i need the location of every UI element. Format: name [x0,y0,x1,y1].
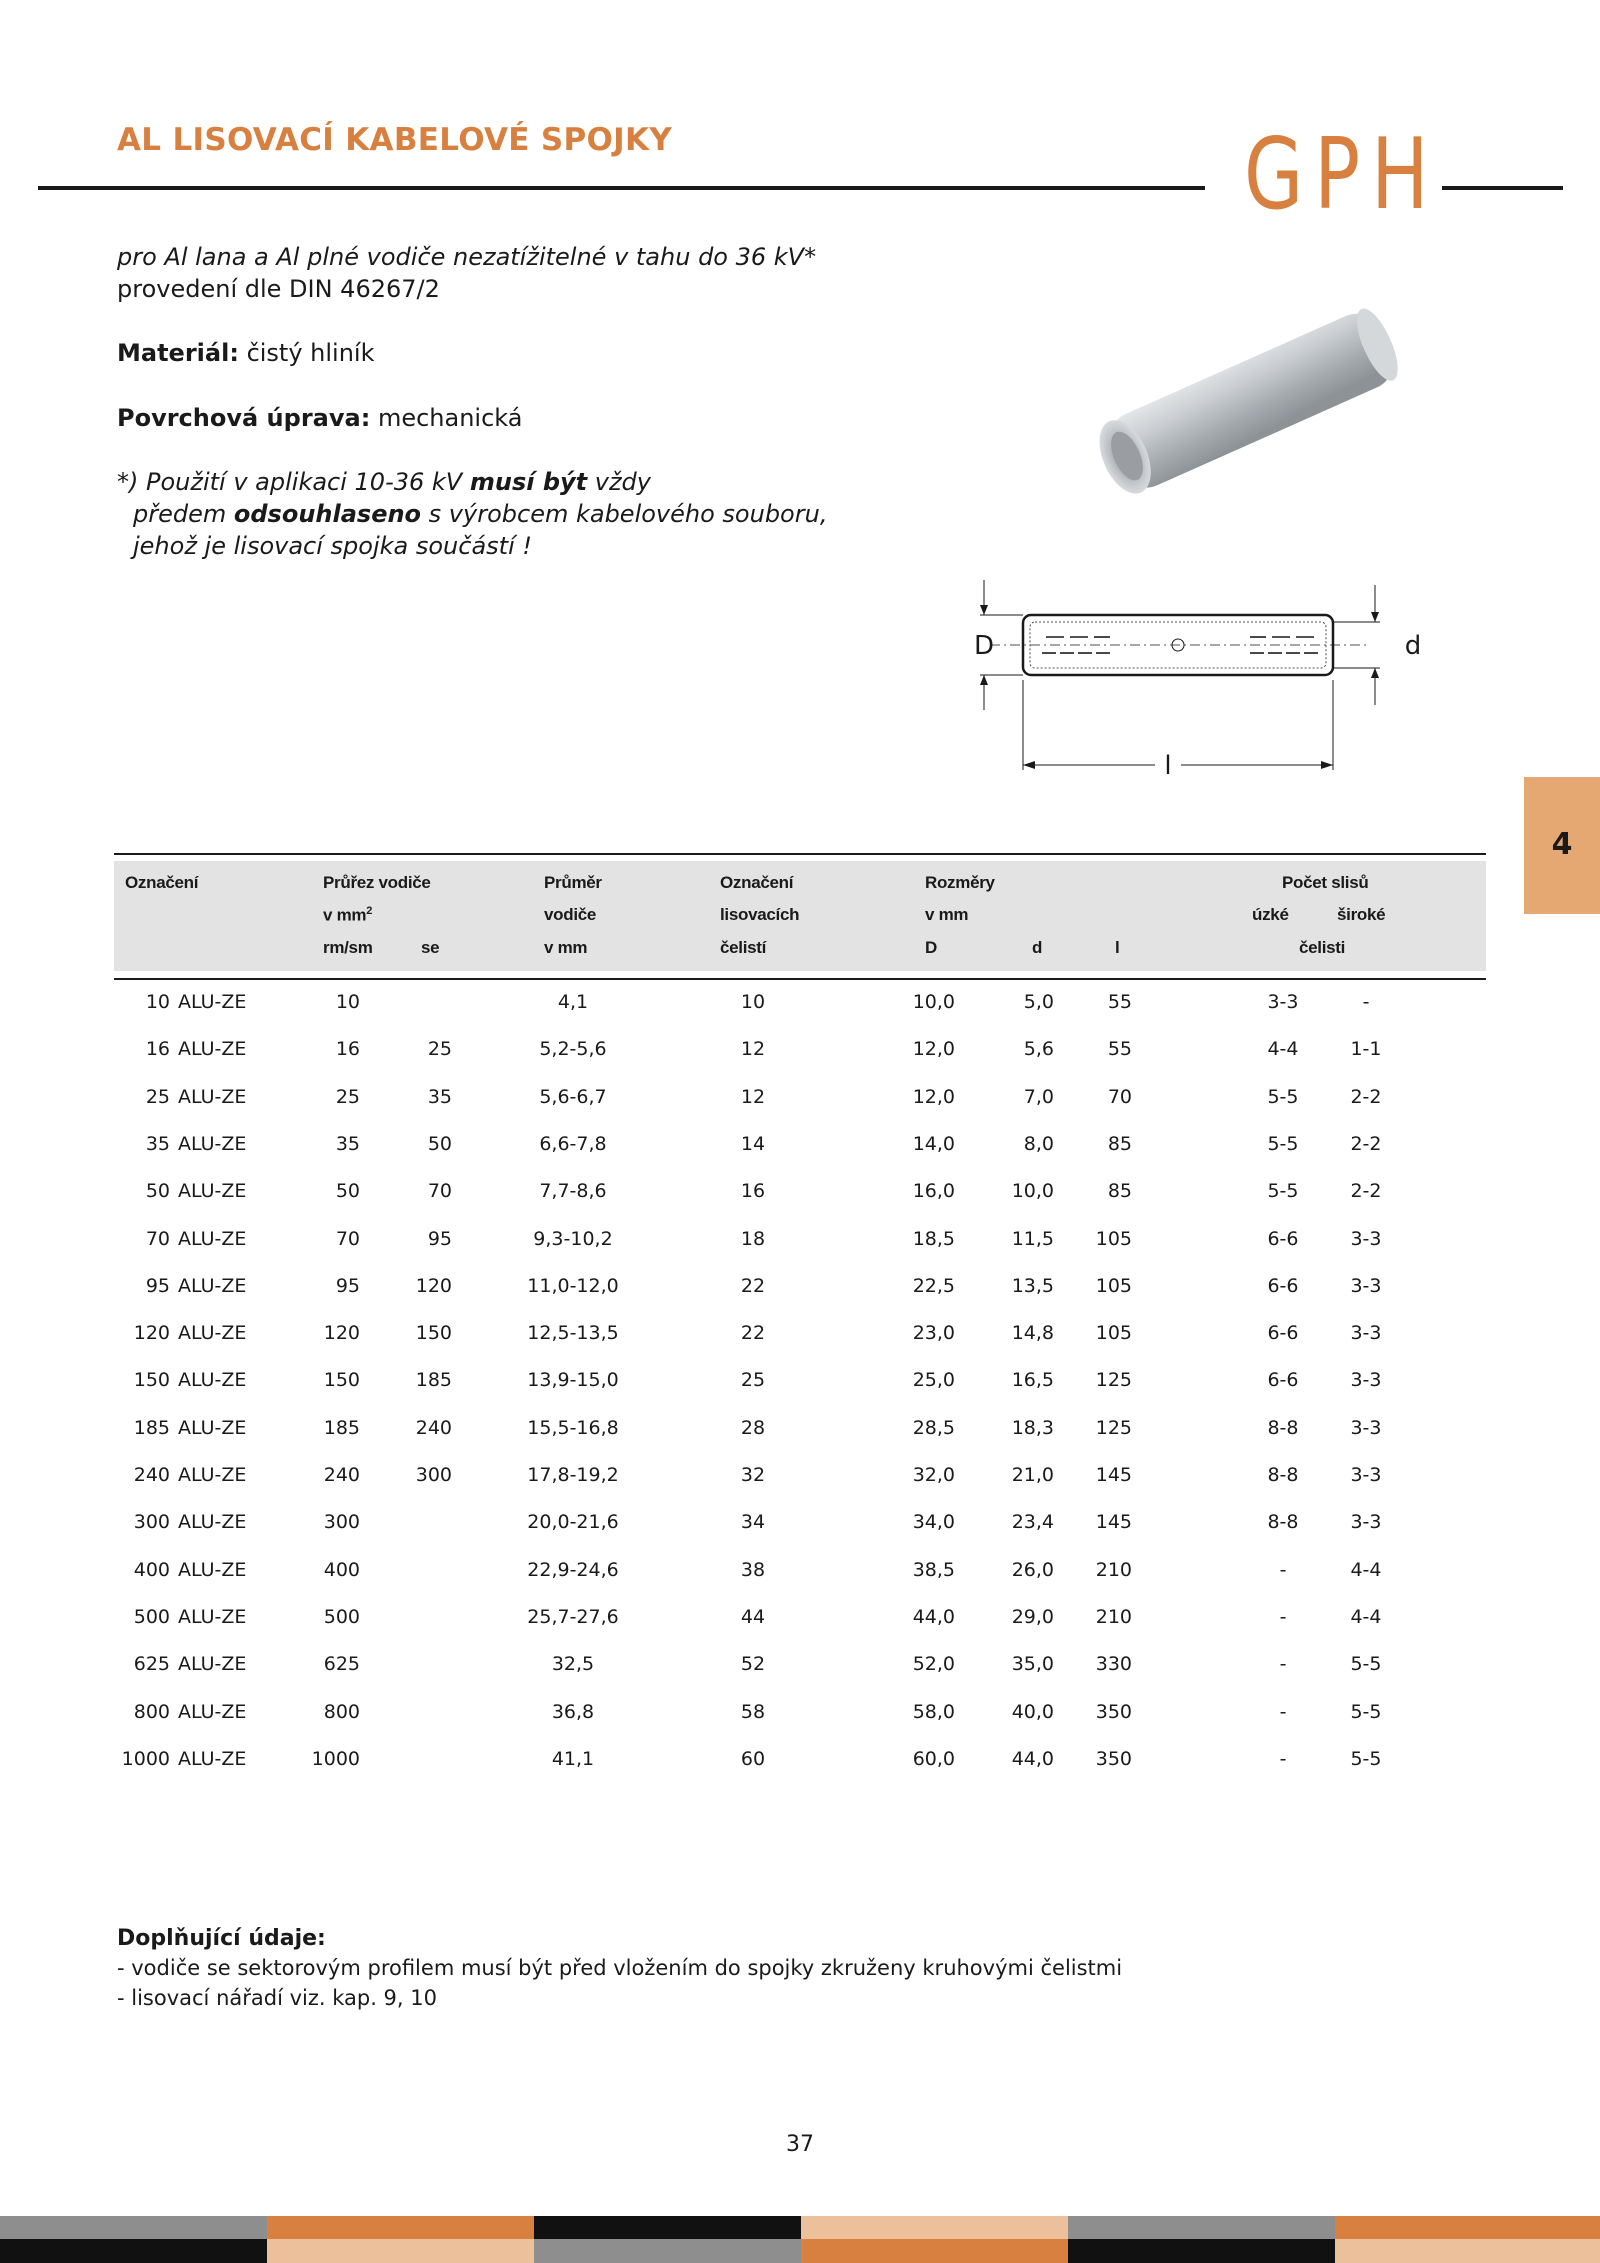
cell-die: 16 [740,1180,766,1203]
cell-l: 330 [1095,1653,1132,1676]
cell-die: 22 [740,1274,766,1297]
cell-die: 60 [740,1747,766,1770]
cell-die: 28 [740,1416,766,1439]
cell-rmsm: 10 [335,991,360,1013]
cell-narrow: 3-3 [1267,991,1299,1013]
brand-logo: GPH [1244,118,1440,232]
chapter-number: 4 [1551,827,1573,862]
th-dimensions: Rozměry [925,873,995,892]
product-photo [1070,290,1425,505]
cell-code: ALU-ZE [178,991,247,1013]
cell-die: 12 [740,1085,766,1108]
cell-D: 60,0 [912,1747,955,1770]
surface-label: Povrchová úprava: [117,404,371,432]
cell-code: ALU-ZE [178,1558,247,1581]
cell-num: 70 [145,1227,170,1250]
th-dim-d: d [1032,938,1043,957]
cell-D: 58,0 [912,1700,955,1723]
supplementary-line-1: - vodiče se sektorovým profilem musí být před vložením do spojky zkruženy kruhovými čelistmi [117,1956,1123,1980]
th-die-marking: Označení [720,873,794,892]
cell-d: 23,4 [1011,1511,1054,1534]
cell-wide: 3-3 [1350,1464,1382,1486]
table-row [0,1500,1600,1547]
cell-num: 10 [145,991,170,1013]
cell-num: 25 [145,1085,170,1108]
cell-code: ALU-ZE [178,1227,247,1250]
cell-wide: 5-5 [1350,1653,1382,1676]
cell-diam: 5,6-6,7 [539,1085,607,1108]
cell-narrow: 6-6 [1267,1322,1299,1345]
cell-l: 70 [1107,1085,1132,1108]
cell-d: 7,0 [1023,1085,1054,1108]
cell-diam: 41,1 [551,1747,595,1770]
cell-rmsm: 240 [323,1464,360,1486]
cell-se: 50 [427,1132,452,1155]
cell-die: 32 [740,1464,766,1486]
intro-standard: provedení dle DIN 46267/2 [117,275,440,303]
cell-narrow: 5-5 [1267,1132,1299,1155]
cell-code: ALU-ZE [178,1464,247,1486]
table-row [0,1217,1600,1264]
cell-wide: 3-3 [1350,1322,1382,1345]
cell-D: 14,0 [912,1132,955,1155]
cell-wide: 2-2 [1350,1085,1382,1108]
cell-diam: 22,9-24,6 [527,1558,619,1581]
cell-narrow: 5-5 [1267,1085,1299,1108]
cell-diam: 9,3-10,2 [533,1227,613,1250]
cell-l: 85 [1107,1132,1132,1155]
th-wide: široké [1337,905,1386,924]
cell-wide: 4-4 [1350,1605,1382,1628]
cell-D: 52,0 [912,1653,955,1676]
cell-se: 185 [415,1369,452,1392]
table-row [0,1406,1600,1453]
cell-rmsm: 150 [323,1369,360,1392]
cell-se: 150 [415,1322,452,1345]
cell-l: 145 [1095,1511,1132,1534]
note-line-3: jehož je lisovací spojka součástí ! [133,532,532,560]
cell-D: 18,5 [912,1227,955,1250]
cell-num: 300 [133,1511,170,1534]
cell-d: 21,0 [1011,1464,1054,1486]
cell-num: 185 [133,1416,170,1439]
cell-die: 14 [740,1132,766,1155]
cell-d: 5,6 [1023,1038,1054,1061]
page-number: 37 [786,2132,814,2157]
note-line-2: předem odsouhlaseno s výrobcem kabelového souboru, [133,500,828,528]
table-row [0,1595,1600,1642]
cell-num: 50 [145,1180,170,1203]
th-cross-section-unit: v $mm^2$ [323,905,373,925]
cell-code: ALU-ZE [178,1274,247,1297]
cell-code: ALU-ZE [178,1369,247,1392]
th-dim-D: D [925,938,937,957]
cell-narrow: - [1279,1605,1287,1628]
th-diameter: Průměr [544,873,602,892]
cell-l: 350 [1095,1700,1132,1723]
cell-num: 95 [145,1274,170,1297]
cell-die: 10 [740,991,766,1013]
cell-l: 145 [1095,1464,1132,1486]
cell-wide: 3-3 [1350,1369,1382,1392]
cell-num: 400 [133,1558,170,1581]
footer-block-bottom [1068,2239,1335,2263]
surface-line [117,402,522,434]
cell-diam: 25,7-27,6 [527,1605,619,1628]
cell-die: 44 [740,1605,766,1628]
table-row [0,1548,1600,1595]
cell-l: 350 [1095,1747,1132,1770]
cell-se: 25 [427,1038,452,1061]
cell-rmsm: 1000 [311,1747,360,1770]
cell-D: 12,0 [912,1038,955,1061]
cell-diam: 20,0-21,6 [527,1511,619,1534]
cell-wide: 4-4 [1350,1558,1382,1581]
table-top-rule [114,853,1486,855]
cell-wide: 2-2 [1350,1180,1382,1203]
cell-die: 12 [740,1038,766,1061]
table-row [0,1453,1600,1500]
cell-num: 500 [133,1605,170,1628]
cell-diam: 15,5-16,8 [527,1416,619,1439]
note-line-1: *) Použití v aplikaci 10-36 kV musí být vždy [117,468,651,496]
cell-wide: 5-5 [1350,1700,1382,1723]
cell-rmsm: 120 [323,1322,360,1345]
cell-code: ALU-ZE [178,1038,247,1061]
cell-narrow: - [1279,1653,1287,1676]
cell-wide: 3-3 [1350,1227,1382,1250]
drawing-label-D: D [973,631,995,661]
cell-d: 44,0 [1011,1747,1054,1770]
cell-num: 150 [133,1369,170,1392]
cell-code: ALU-ZE [178,1747,247,1770]
dimension-drawing [960,570,1440,790]
th-designation: Označení [125,873,199,892]
supplementary-line-2: - lisovací nářadí viz. kap. 9, 10 [117,1986,437,2010]
cell-se: 300 [415,1464,452,1486]
cell-d: 11,5 [1011,1227,1054,1250]
cell-rmsm: 25 [335,1085,360,1108]
table-row [0,1642,1600,1689]
intro-description: pro Al lana a Al plné vodiče nezatížitelné v tahu do 36 kV* [117,243,817,271]
cell-narrow: 5-5 [1267,1180,1299,1203]
cell-rmsm: 625 [323,1653,360,1676]
th-presses: Počet slisů [1282,873,1369,892]
cell-rmsm: 70 [335,1227,360,1250]
table-row [0,1075,1600,1122]
cell-d: 5,0 [1023,991,1054,1013]
cell-se: 95 [427,1227,452,1250]
cell-rmsm: 500 [323,1605,360,1628]
cell-d: 10,0 [1011,1180,1054,1203]
cell-D: 38,5 [912,1558,955,1581]
cell-rmsm: 185 [323,1416,360,1439]
cell-d: 35,0 [1011,1653,1054,1676]
cell-diam: 5,2-5,6 [539,1038,607,1061]
cell-wide: 3-3 [1350,1416,1382,1439]
cell-D: 34,0 [912,1511,955,1534]
cell-num: 240 [133,1464,170,1486]
th-die-marking-2: lisovacích [720,905,800,924]
cell-code: ALU-ZE [178,1132,247,1155]
cell-l: 105 [1095,1322,1132,1345]
cell-code: ALU-ZE [178,1085,247,1108]
cell-l: 210 [1095,1558,1132,1581]
cell-wide: 5-5 [1350,1747,1382,1770]
cell-se: 70 [427,1180,452,1203]
th-dim-l: l [1115,938,1120,957]
cell-code: ALU-ZE [178,1511,247,1534]
cell-diam: 12,5-13,5 [527,1322,619,1345]
table-row [0,1122,1600,1169]
cell-rmsm: 16 [335,1038,360,1061]
cell-d: 14,8 [1011,1322,1054,1345]
table-row [0,1027,1600,1074]
footer-block-bottom [267,2239,534,2263]
cell-diam: 32,5 [551,1653,595,1676]
table-row [0,1737,1600,1784]
cell-num: 120 [133,1322,170,1345]
footer-block-top [1068,2216,1335,2239]
cell-num: 16 [145,1038,170,1061]
cell-rmsm: 95 [335,1274,360,1297]
table-row [0,1690,1600,1737]
cell-die: 25 [740,1369,766,1392]
cell-l: 125 [1095,1369,1132,1392]
cell-D: 28,5 [912,1416,955,1439]
page-title: AL LISOVACÍ KABELOVÉ SPOJKY [117,122,673,158]
drawing-label-d: d [1404,631,1422,661]
footer-block-bottom [1335,2239,1600,2263]
cell-diam: 4,1 [557,991,589,1013]
th-cross-section: Průřez vodiče [323,873,431,892]
cell-rmsm: 400 [323,1558,360,1581]
cell-narrow: 6-6 [1267,1369,1299,1392]
cell-wide: 3-3 [1350,1274,1382,1297]
cell-wide: 3-3 [1350,1511,1382,1534]
th-dimensions-unit: v mm [925,905,969,924]
cell-die: 34 [740,1511,766,1534]
cell-d: 40,0 [1011,1700,1054,1723]
table-row [0,1264,1600,1311]
cell-D: 12,0 [912,1085,955,1108]
surface-value: mechanická [377,404,523,432]
cell-narrow: - [1279,1700,1287,1723]
cell-d: 18,3 [1011,1416,1054,1439]
cell-d: 26,0 [1011,1558,1054,1581]
th-narrow: úzké [1252,905,1289,924]
cell-narrow: - [1279,1747,1287,1770]
material-label: Materiál: [117,339,239,367]
cell-d: 13,5 [1011,1274,1054,1297]
cell-code: ALU-ZE [178,1700,247,1723]
cell-num: 35 [145,1132,170,1155]
cell-die: 18 [740,1227,766,1250]
cell-num: 800 [133,1700,170,1723]
cell-D: 25,0 [912,1369,955,1392]
cell-wide: - [1362,991,1370,1013]
table-header [114,861,1486,971]
cell-se: 120 [415,1274,452,1297]
cell-die: 22 [740,1322,766,1345]
header-rule-right [1442,186,1563,190]
cell-rmsm: 300 [323,1511,360,1534]
cell-narrow: - [1279,1558,1287,1581]
cell-l: 105 [1095,1274,1132,1297]
cell-code: ALU-ZE [178,1322,247,1345]
cell-die: 52 [740,1653,766,1676]
cell-die: 38 [740,1558,766,1581]
cell-d: 16,5 [1011,1369,1054,1392]
chapter-tab [1524,777,1600,914]
th-rm-sm: rm/sm [323,938,373,957]
cell-narrow: 8-8 [1267,1464,1299,1486]
footer-block-top [801,2216,1068,2239]
cell-l: 210 [1095,1605,1132,1628]
cell-diam: 7,7-8,6 [539,1180,607,1203]
cell-die: 58 [740,1700,766,1723]
cell-D: 32,0 [912,1464,955,1486]
cell-rmsm: 35 [335,1132,360,1155]
cell-diam: 17,8-19,2 [527,1464,619,1486]
th-diameter-2: vodiče [544,905,597,924]
header-rule-left [38,186,1205,190]
footer-block-top [0,2216,267,2239]
cell-d: 29,0 [1011,1605,1054,1628]
cell-narrow: 6-6 [1267,1227,1299,1250]
cell-l: 105 [1095,1227,1132,1250]
cell-code: ALU-ZE [178,1416,247,1439]
material-value: čistý hliník [246,339,375,367]
cell-l: 55 [1107,1038,1132,1061]
cell-num: 625 [133,1653,170,1676]
cell-num: 1000 [121,1747,170,1770]
material-line [117,337,375,369]
cell-rmsm: 800 [323,1700,360,1723]
cell-narrow: 4-4 [1267,1038,1299,1061]
th-diameter-unit: v mm [544,938,588,957]
cell-code: ALU-ZE [178,1605,247,1628]
cell-se: 240 [415,1416,452,1439]
cell-diam: 13,9-15,0 [527,1369,619,1392]
cell-wide: 1-1 [1350,1038,1382,1061]
cell-l: 125 [1095,1416,1132,1439]
table-row [0,980,1600,1027]
footer-block-bottom [0,2239,267,2263]
th-die-marking-3: čelistí [720,938,767,957]
footer-block-bottom [534,2239,801,2263]
cell-diam: 11,0-12,0 [527,1274,619,1297]
cell-D: 23,0 [912,1322,955,1345]
cell-narrow: 6-6 [1267,1274,1299,1297]
footer-block-bottom [801,2239,1068,2263]
usage-note [117,466,827,562]
cell-narrow: 8-8 [1267,1511,1299,1534]
cell-code: ALU-ZE [178,1653,247,1676]
table-row [0,1358,1600,1405]
footer-block-top [534,2216,801,2239]
footer-block-top [267,2216,534,2239]
th-se: se [421,938,440,957]
supplementary-title: Doplňující údaje: [117,1926,326,1951]
cell-code: ALU-ZE [178,1180,247,1203]
cell-wide: 2-2 [1350,1132,1382,1155]
cell-narrow: 8-8 [1267,1416,1299,1439]
cell-se: 35 [427,1085,452,1108]
table-row [0,1169,1600,1216]
cell-d: 8,0 [1023,1132,1054,1155]
drawing-label-l: l [1164,751,1172,781]
cell-D: 10,0 [912,991,955,1013]
cell-rmsm: 50 [335,1180,360,1203]
footer-block-top [1335,2216,1600,2239]
footer-color-strip [0,2216,1600,2263]
cell-l: 55 [1107,991,1132,1013]
cell-diam: 6,6-7,8 [539,1132,607,1155]
cell-l: 85 [1107,1180,1132,1203]
table-row [0,1311,1600,1358]
cell-D: 22,5 [912,1274,955,1297]
th-jaws: čelisti [1299,938,1346,957]
cell-D: 44,0 [912,1605,955,1628]
cell-diam: 36,8 [551,1700,595,1723]
cell-D: 16,0 [912,1180,955,1203]
